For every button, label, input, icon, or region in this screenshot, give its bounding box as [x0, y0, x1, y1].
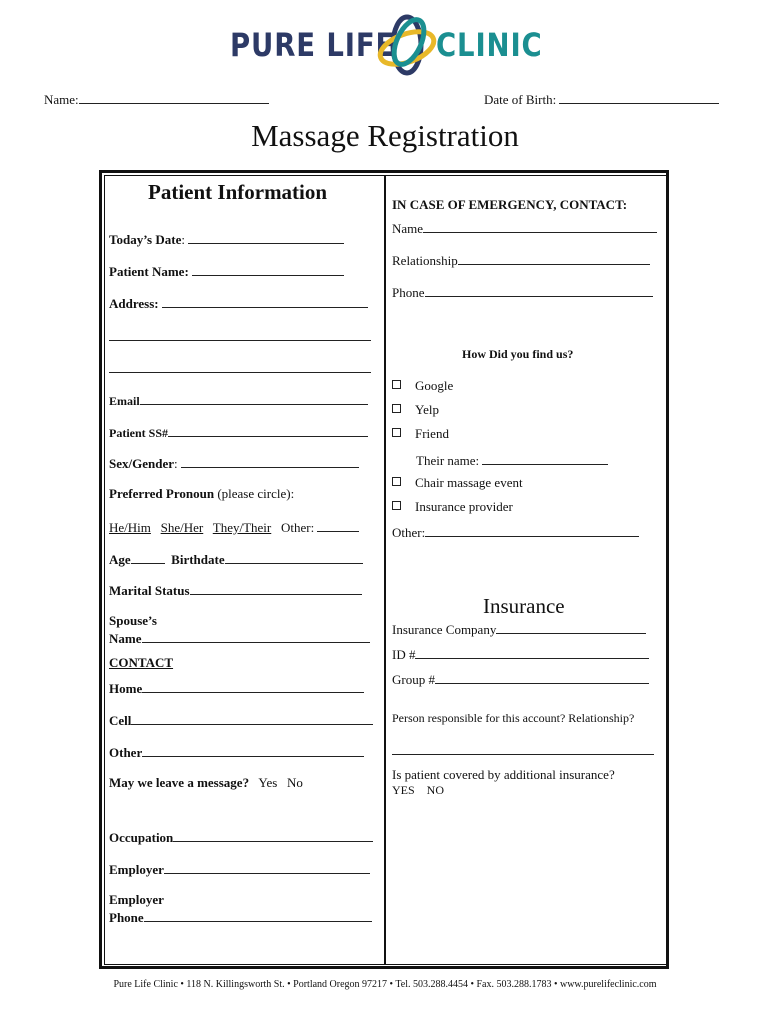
- clinic-logo-icon: [372, 12, 442, 78]
- insurance-group-field[interactable]: [392, 670, 649, 688]
- logo-clinic: CLINIC: [436, 26, 543, 64]
- name-field[interactable]: [44, 90, 269, 108]
- friend-name-field[interactable]: [416, 451, 608, 469]
- insurance-id-label: ID #: [392, 647, 416, 662]
- checkbox-icon[interactable]: [392, 380, 401, 389]
- marital-status-label: Marital Status: [109, 583, 190, 598]
- pronoun-other-label: Other:: [281, 520, 315, 535]
- emergency-name-label: Name: [392, 221, 424, 236]
- address-label: Address:: [109, 296, 159, 311]
- age-birthdate-row[interactable]: [109, 550, 363, 568]
- their-name-label: Their name:: [416, 453, 480, 468]
- email-label: Email: [109, 394, 140, 408]
- checkbox-icon[interactable]: [392, 477, 401, 486]
- occupation-field[interactable]: [109, 828, 373, 846]
- pronoun-label: Preferred Pronoun: [109, 486, 215, 501]
- additional-insurance-label: Is patient covered by additional insurance?: [392, 767, 615, 782]
- emergency-name-field[interactable]: [392, 219, 657, 237]
- dob-field[interactable]: [484, 90, 719, 108]
- referral-insurance-provider[interactable]: [392, 499, 513, 515]
- emergency-relationship-label: Relationship: [392, 253, 458, 268]
- checkbox-icon[interactable]: [392, 404, 401, 413]
- cell-label: Cell: [109, 713, 132, 728]
- employer-phone-label-2: Phone: [109, 910, 144, 925]
- pronoun-row: [109, 486, 294, 502]
- pronoun-they-their[interactable]: They/Their: [212, 520, 272, 535]
- sex-gender-colon: :: [174, 456, 178, 471]
- referral-friend-label: Friend: [415, 426, 449, 441]
- insurance-id-field[interactable]: [392, 645, 649, 663]
- employer-field[interactable]: [109, 860, 370, 878]
- home-label: Home: [109, 681, 143, 696]
- ss-field[interactable]: [109, 423, 368, 441]
- leave-message-row: [109, 775, 303, 791]
- emergency-phone-label: Phone: [392, 285, 425, 300]
- leave-message-yes[interactable]: Yes: [258, 775, 278, 790]
- additional-insurance-options: [392, 783, 444, 798]
- address-line-2[interactable]: [109, 340, 371, 341]
- referral-yelp-label: Yelp: [415, 402, 439, 417]
- emergency-phone-field[interactable]: [392, 283, 653, 301]
- birthdate-label: Birthdate: [171, 552, 225, 567]
- todays-date-field[interactable]: [109, 230, 344, 248]
- page-title: Massage Registration: [251, 118, 519, 153]
- dob-label: Date of Birth:: [484, 92, 557, 107]
- referral-chair-massage[interactable]: [392, 475, 523, 491]
- leave-message-label: May we leave a message?: [109, 775, 250, 790]
- leave-message-no[interactable]: No: [287, 775, 303, 790]
- contact-heading: CONTACT: [109, 655, 174, 670]
- cell-phone-field[interactable]: [109, 711, 373, 729]
- sex-gender-field[interactable]: [109, 454, 359, 472]
- name-label: Name:: [44, 92, 79, 107]
- referral-insurance-provider-label: Insurance provider: [415, 499, 513, 514]
- responsible-party-label: Person responsible for this account? Relationship?: [392, 711, 635, 725]
- email-field[interactable]: [109, 391, 368, 409]
- employer-phone-label-1: Employer: [109, 892, 164, 907]
- home-phone-field[interactable]: [109, 679, 364, 697]
- insurance-company-field[interactable]: [392, 620, 646, 638]
- pronoun-note: (please circle):: [217, 486, 295, 501]
- occupation-label: Occupation: [109, 830, 174, 845]
- insurance-group-label: Group #: [392, 672, 435, 687]
- todays-date-label: Today’s Date: [109, 232, 182, 247]
- checkbox-icon[interactable]: [392, 428, 401, 437]
- referral-google-label: Google: [415, 378, 454, 393]
- todays-date-colon: :: [181, 232, 185, 247]
- referral-other-label: Other:: [392, 525, 426, 540]
- spouse-label-1: Spouse’s: [109, 613, 157, 628]
- pronoun-she-her[interactable]: She/Her: [160, 520, 204, 535]
- employer-label: Employer: [109, 862, 164, 877]
- referral-friend[interactable]: [392, 426, 449, 442]
- marital-status-field[interactable]: [109, 581, 362, 599]
- additional-insurance-no[interactable]: NO: [426, 783, 445, 797]
- address-field[interactable]: [109, 294, 368, 312]
- other-phone-field[interactable]: [109, 743, 364, 761]
- responsible-party-line[interactable]: [392, 754, 654, 755]
- other-label: Other: [109, 745, 143, 760]
- insurance-company-label: Insurance Company: [392, 622, 497, 637]
- referral-other-field[interactable]: [392, 523, 639, 541]
- pronoun-other-input[interactable]: [317, 518, 359, 532]
- logo-pure-life: PURE LIFE: [230, 26, 396, 64]
- spouse-label-2: Name: [109, 631, 142, 646]
- footer: Pure Life Clinic • 118 N. Killingsworth St. • Portland Oregon 97217 • Tel. 503.288.4454 • Fax. 503.288.1783 • www.purelifeclinic.com: [113, 979, 657, 990]
- checkbox-icon[interactable]: [392, 501, 401, 510]
- pronoun-he-him[interactable]: He/Him: [109, 520, 151, 535]
- referral-yelp[interactable]: [392, 402, 439, 418]
- ss-label: Patient SS#: [109, 426, 169, 440]
- address-line-3[interactable]: [109, 372, 371, 373]
- referral-google[interactable]: [392, 378, 453, 394]
- emergency-heading: IN CASE OF EMERGENCY, CONTACT:: [392, 197, 628, 212]
- insurance-heading: Insurance: [483, 594, 565, 618]
- emergency-relationship-field[interactable]: [392, 251, 650, 269]
- referral-chair-massage-label: Chair massage event: [415, 475, 523, 490]
- spouse-name-field[interactable]: [109, 613, 370, 647]
- patient-name-label: Patient Name:: [109, 264, 189, 279]
- column-divider: [384, 175, 386, 965]
- pronoun-options: [109, 518, 359, 536]
- additional-insurance-yes[interactable]: YES: [392, 783, 415, 797]
- patient-name-field[interactable]: [109, 262, 344, 280]
- age-label: Age: [109, 552, 131, 567]
- patient-info-heading: Patient Information: [148, 180, 328, 204]
- employer-phone-field[interactable]: [109, 892, 372, 926]
- referral-heading: How Did you find us?: [462, 347, 574, 361]
- sex-gender-label: Sex/Gender: [109, 456, 174, 471]
